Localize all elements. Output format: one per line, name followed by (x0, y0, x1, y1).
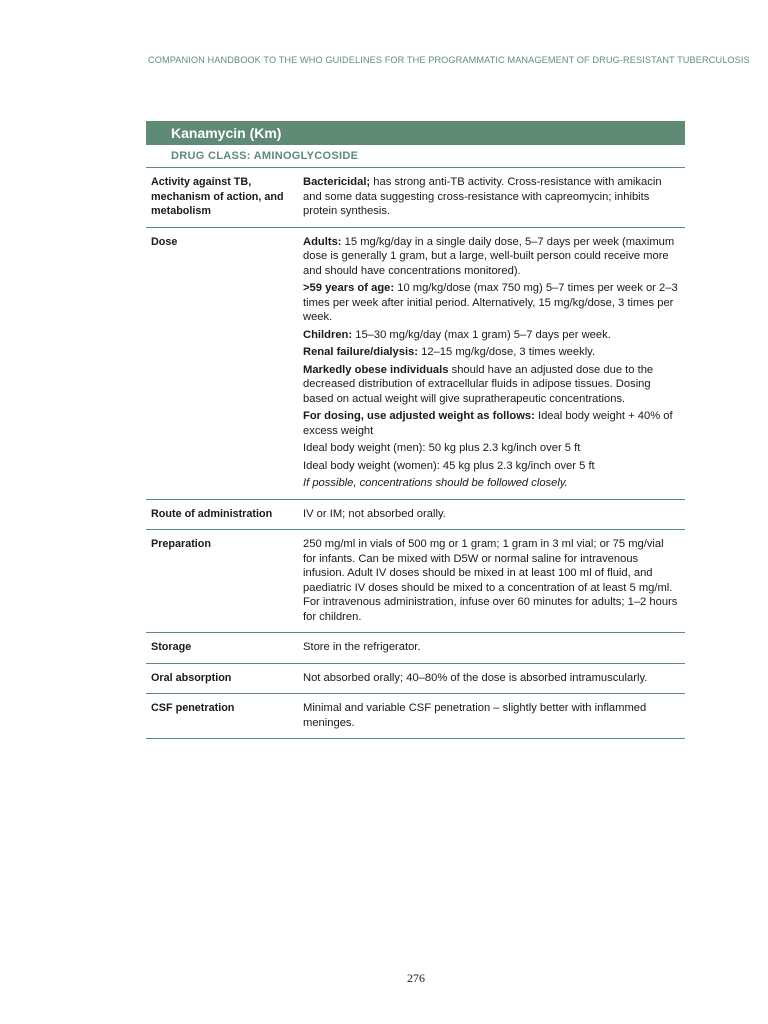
dose-renal (303, 345, 679, 360)
page-number: 276 (407, 971, 425, 985)
activity-text: has strong anti-TB activity. Cross-resistance with amikacin and some data suggesting cross-resistance with capreomycin; inhibits protein synthesis. (303, 176, 662, 217)
table-row (146, 530, 685, 633)
dose-obese (303, 363, 679, 407)
dose-children-lead: Children: (303, 328, 353, 341)
dose-adults-lead: Adults: (303, 235, 342, 248)
dose-over-59-text: 10 mg/kg/dose (max 750 mg) 5–7 times per week or 2–3 times per week after initial period. Alternatively, 15 mg/kg/dose, 3 times per week. (303, 282, 678, 323)
row-value-storage: Store in the refrigerator. (297, 633, 685, 664)
row-label-route: Route of administration (146, 499, 297, 530)
dose-adjusted-weight (303, 409, 679, 438)
dose-adults-text: 15 mg/kg/day in a single daily dose, 5–7 days per week (maximum dose is generally 1 gram, but a large, well-built person could receive more and should have concentrations monitored). (303, 235, 675, 277)
row-value-csf: Minimal and variable CSF penetration – slightly better with inflammed meninges. (297, 694, 685, 739)
row-label-csf: CSF penetration (146, 694, 297, 739)
row-label-storage: Storage (146, 633, 297, 664)
dose-renal-lead: Renal failure/dialysis: (303, 346, 419, 358)
row-value-activity (297, 168, 685, 227)
table-row (146, 227, 685, 499)
table-row (146, 663, 685, 694)
row-value-dose (297, 227, 685, 499)
dose-note: If possible, concentrations should be followed closely. (303, 477, 568, 489)
dose-obese-lead: Markedly obese individuals (303, 363, 449, 376)
row-value-oral-absorption: Not absorbed orally; 40–80% of the dose is absorbed intramuscularly. (297, 663, 685, 694)
dose-children-text: 15–30 mg/kg/day (max 1 gram) 5–7 days per week. (352, 328, 611, 341)
row-label-dose: Dose (146, 227, 297, 499)
dose-adjusted-lead: For dosing, use adjusted weight as follows: (303, 410, 535, 422)
table-row (146, 633, 685, 664)
drug-info-table (146, 168, 685, 739)
row-value-preparation: 250 mg/ml in vials of 500 mg or 1 gram; 1 gram in 3 ml vial; or 75 mg/vial for infants. Can be mixed with D5W or normal saline for intravenous infusion. Adult IV doses should be mixed in at least 100 ml of fluid, and paediatric IV doses should be mixed to a concentration of at least 5 mg/ml. For intravenous administration, infuse over 60 minutes for adults; 1–2 hours for children. (297, 530, 685, 633)
dose-adjusted-text: Ideal body weight + 40% of excess weight (303, 410, 673, 437)
running-header: COMPANION HANDBOOK TO THE WHO GUIDELINES FOR THE PROGRAMMATIC MANAGEMENT OF DRUG-RESISTANT TUBERCULOSIS (148, 55, 750, 65)
dose-over-59 (303, 281, 679, 325)
drug-title: Kanamycin (Km) (146, 121, 685, 145)
row-value-route: IV or IM; not absorbed orally. (297, 499, 685, 530)
dose-adults (303, 235, 679, 279)
dose-obese-text: should have an adjusted dose due to the decreased distribution of extracellular fluids in adipose tissues. Dosing based on actual weight will give supratherapeutic concentrations. (303, 363, 654, 405)
dose-children (303, 328, 679, 343)
row-label-oral-absorption: Oral absorption (146, 663, 297, 694)
dose-ibw-women: Ideal body weight (women): 45 kg plus 2.3 kg/inch over 5 ft (303, 459, 595, 472)
table-row (146, 168, 685, 227)
dose-renal-text: 12–15 mg/kg/dose, 3 times weekly. (418, 346, 596, 358)
row-label-activity: Activity against TB, mechanism of action, and metabolism (146, 168, 297, 227)
row-label-preparation: Preparation (146, 530, 297, 633)
table-row (146, 499, 685, 530)
drug-monograph (146, 121, 685, 739)
dose-over-59-lead: >59 years of age: (303, 282, 395, 294)
table-row (146, 694, 685, 739)
dose-ibw-men: Ideal body weight (men): 50 kg plus 2.3 kg/inch over 5 ft (303, 442, 581, 454)
activity-lead: Bactericidal; (303, 176, 371, 188)
drug-class: DRUG CLASS: AMINOGLYCOSIDE (146, 145, 685, 168)
